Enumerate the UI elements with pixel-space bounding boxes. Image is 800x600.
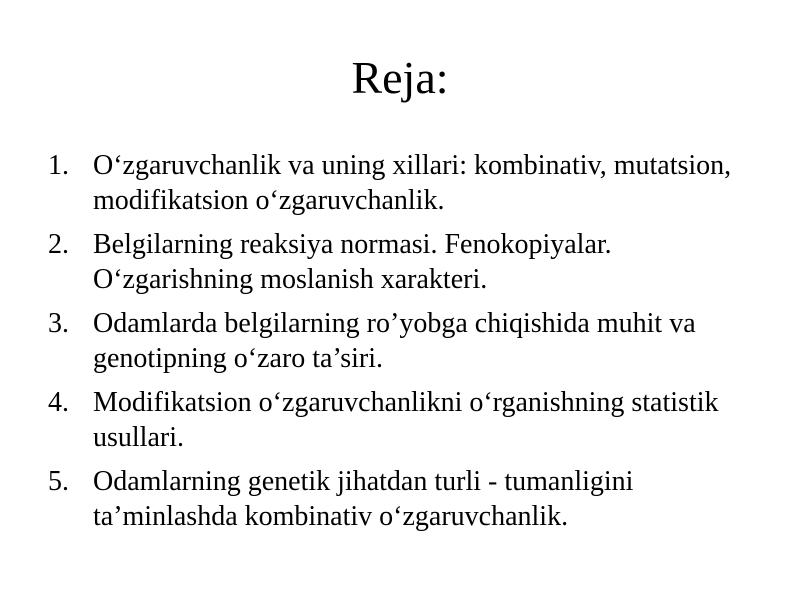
list-item-number: 1. xyxy=(48,150,69,181)
outline-list xyxy=(48,148,768,543)
list-item-text: Odamlarda belgilarning ro’yobga chiqishida muhit va genotipning o‘zaro ta’siri. xyxy=(93,308,696,374)
slide-title: Reja: xyxy=(351,52,449,103)
list-item xyxy=(48,464,768,534)
list-item xyxy=(48,306,768,376)
list-item-number: 2. xyxy=(48,229,69,260)
list-item xyxy=(48,148,768,218)
list-item-text: Modifikatsion o‘zgaruvchanlikni o‘rganishning statistik usullari. xyxy=(93,387,719,453)
list-item-text: Odamlarning genetik jihatdan turli - tumanligini ta’minlashda kombinativ o‘zgaruvchanlik. xyxy=(93,466,634,532)
list-item xyxy=(48,385,768,455)
list-item-number: 5. xyxy=(48,466,69,497)
list-item-text: O‘zgaruvchanlik va uning xillari: kombinativ, mutatsion, modifikatsion o‘zgaruvchanlik. xyxy=(93,150,732,216)
list-item-number: 3. xyxy=(48,308,69,339)
list-item-number: 4. xyxy=(48,387,69,418)
list-item-text: Belgilarning reaksiya normasi. Fenokopiyalar. O‘zgarishning moslanish xarakteri. xyxy=(93,229,612,295)
list-item xyxy=(48,227,768,297)
